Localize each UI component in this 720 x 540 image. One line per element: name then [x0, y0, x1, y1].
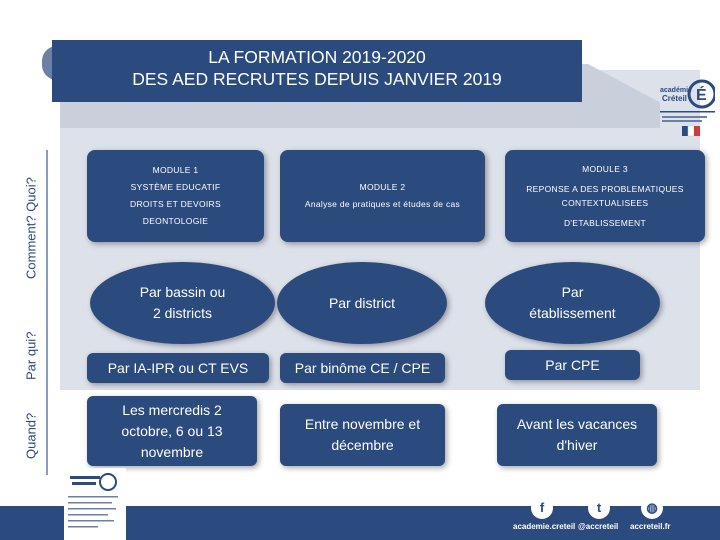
module-3-title: MODULE 3 [582, 164, 628, 174]
who-1-text: Par IA-IPR ou CT EVS [107, 359, 249, 376]
when-1-line-1: Les mercredis 2 [122, 401, 222, 418]
title-line-1: LA FORMATION 2019-2020 [208, 47, 426, 67]
module-1-box [87, 150, 264, 242]
module-1-line-2: SYSTÈME EDUCATIF [130, 182, 221, 192]
when-1-line-3: novembre [140, 443, 204, 460]
web-icon[interactable]: ◍ [641, 497, 663, 519]
logo-creteil-text: Créteil [662, 94, 687, 103]
academie-logo-footer [64, 468, 126, 540]
row-label-when [18, 396, 44, 476]
when-1-box [87, 396, 257, 466]
scope-2-oval [277, 262, 447, 344]
module-2-box [280, 150, 485, 242]
module-2-title: MODULE 2 [359, 182, 406, 192]
module-3-line-3: CONTEXTUALISEES [561, 198, 649, 208]
scope-3-oval [485, 262, 660, 344]
when-2-box [280, 404, 445, 466]
facebook-icon[interactable]: f [531, 497, 553, 519]
scope-3-line-1: Par [561, 284, 584, 300]
row-label-who [18, 316, 44, 396]
web-label[interactable]: accreteil.fr [630, 522, 671, 531]
module-1-line-3: DROITS ET DEVOIRS [130, 199, 221, 209]
when-3-line-2: d'hiver [556, 437, 598, 453]
row-label-when-text: Quand? [23, 412, 39, 460]
scope-1-oval [90, 262, 275, 344]
title-line-2: DES AED RECRUTES DEPUIS JANVIER 2019 [132, 69, 502, 89]
twitter-label[interactable]: @accreteil [578, 522, 619, 531]
when-1-line-2: octobre, 6 ou 13 [121, 422, 223, 439]
page-title [52, 40, 582, 102]
rail-divider [46, 150, 48, 475]
row-label-how [18, 148, 44, 308]
when-2-line-2: décembre [331, 437, 394, 453]
module-3-line-4: D'ETABLISSEMENT [563, 218, 646, 228]
row-label-who-text: Par qui? [23, 331, 39, 381]
when-3-line-1: Avant les vacances [516, 416, 638, 432]
scope-2-line-1: Par district [328, 294, 396, 311]
who-2-box [280, 353, 445, 383]
svg-text:É: É [696, 87, 707, 104]
who-1-box [87, 353, 269, 383]
academie-logo [660, 78, 715, 138]
module-3-line-2: REPONSE A DES PROBLEMATIQUES [526, 184, 684, 194]
module-2-line-2: Analyse de pratiques et études de cas [304, 199, 461, 209]
who-3-text: Par CPE [545, 356, 600, 373]
who-2-text: Par binôme CE / CPE [294, 359, 431, 376]
facebook-label[interactable]: academie.creteil [513, 522, 576, 531]
module-1-title: MODULE 1 [152, 165, 199, 175]
scope-1-line-2: 2 districts [152, 305, 213, 321]
scope-3-line-2: établissement [529, 305, 616, 321]
when-3-box [497, 404, 657, 466]
scope-1-line-1: Par bassin ou [139, 284, 226, 300]
module-3-box [505, 150, 705, 242]
module-1-line-4: DEONTOLOGIE [142, 216, 209, 226]
twitter-icon[interactable]: t [588, 497, 610, 519]
when-2-line-1: Entre novembre et [304, 416, 421, 432]
row-label-how-text: Comment? Quoi? [23, 177, 39, 279]
logo-academie-text: académie [660, 87, 692, 94]
who-3-box [505, 350, 640, 380]
